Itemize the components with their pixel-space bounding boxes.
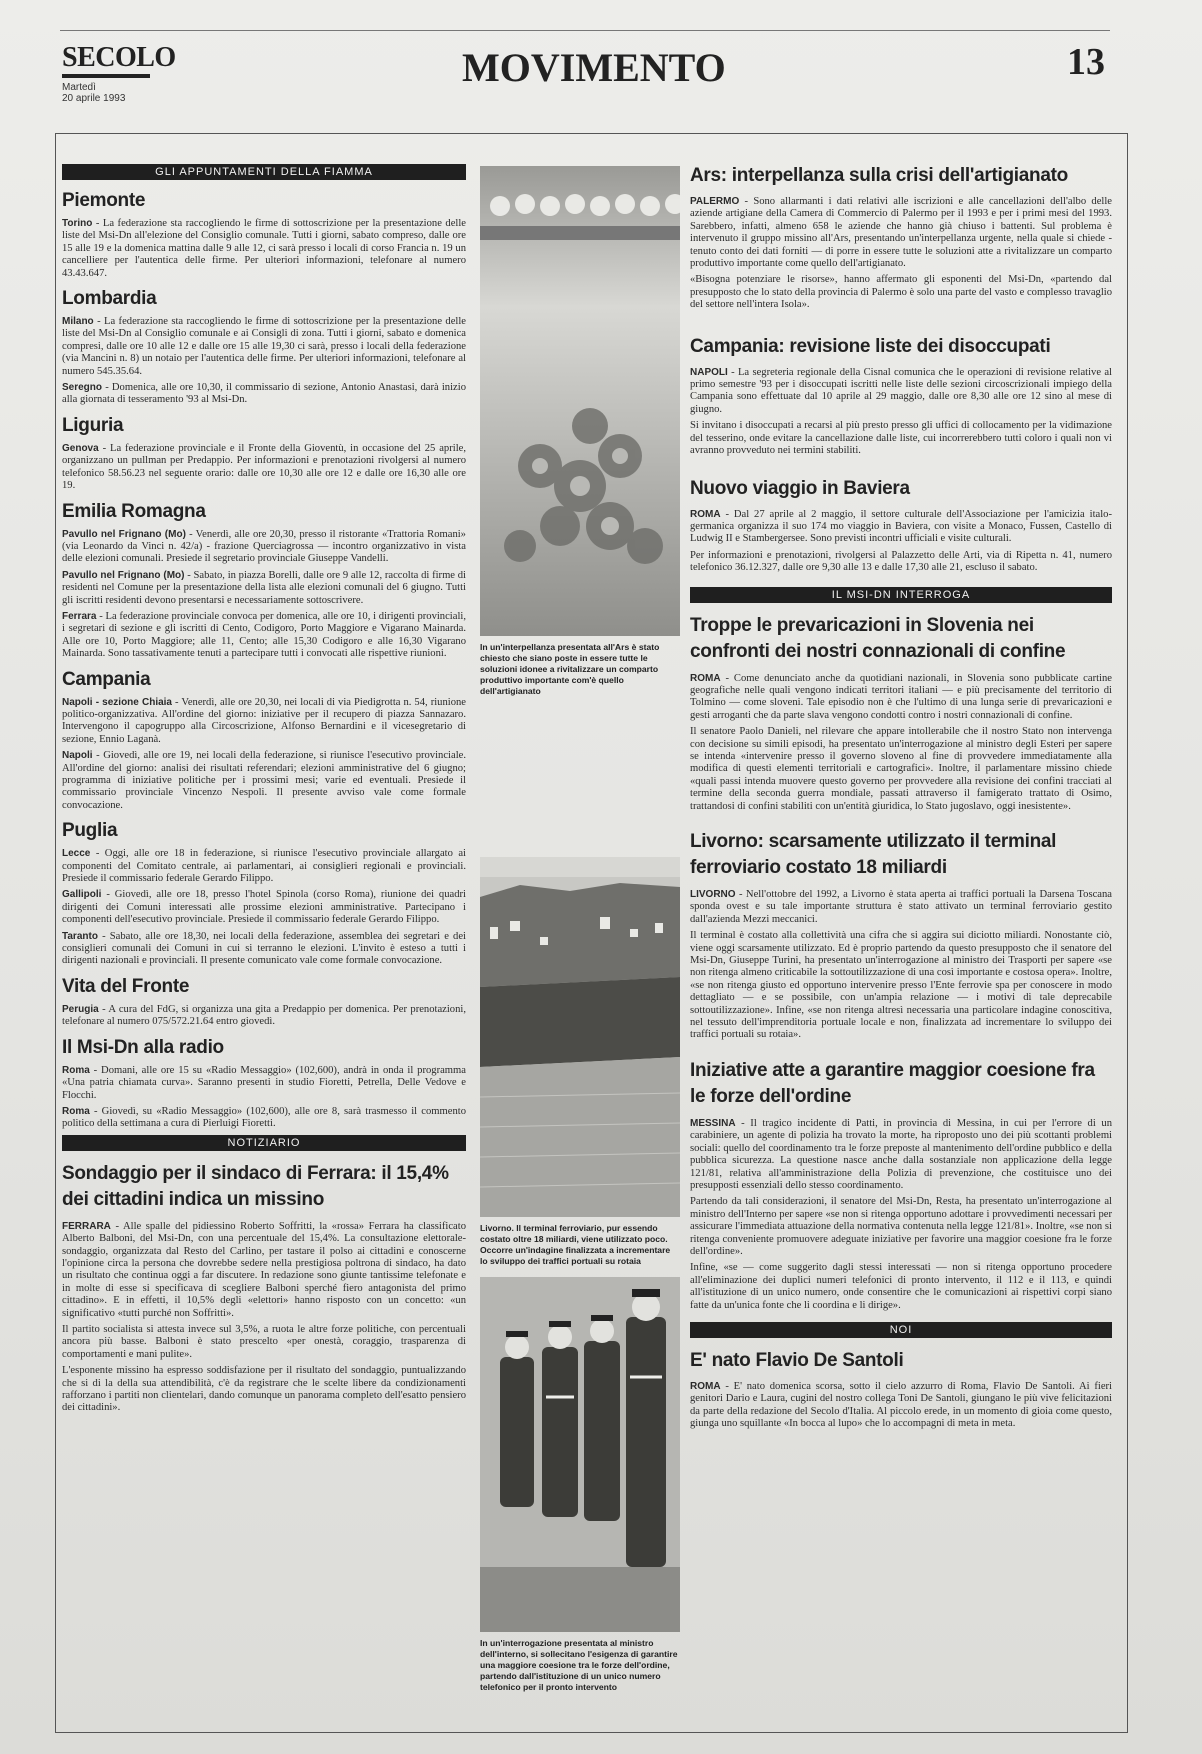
puglia-text-2 xyxy=(62,889,466,926)
piemonte-lead: Torino xyxy=(62,218,93,229)
ordine-body-1: - Il tragico incidente di Patti, in provincia di Messina, in cui per l'errore di un carabiniere, un agente di polizia ha trovato la morte, ha riproposto uno dei più scottanti problemi sociali: quello del coordinamento tra le forze preposte al mantenimento dell'ordine pubblico e della pubblica sicurezza. La questione nasce anche dalla sostanziale non applicazione della legge 121/81, relativa all'amministrazione della Polizia di prevenzione, che costituisce uno dei presupposti essenziali dello stesso coordinamento. xyxy=(690,1117,1112,1191)
ceramic-photo-icon xyxy=(480,166,680,636)
emilia-body-2: - Sabato, in piazza Borelli, dalle ore 9 alle 12, raccolta di firme di residenti nel Comune per la presentazione della lista alle elezioni comunali del 6 giugno. Tutti gli iscritti residenti devono presentarsi e necessariamente sottoscrivere. xyxy=(62,569,466,606)
paper-name: SECOLO xyxy=(62,42,176,73)
police-photo-icon xyxy=(480,1277,680,1632)
livorno-text-2: Il terminal è costato alla collettività una cifra che si aggira sui diciotto miliardi. Nonostante ciò, viene oggi scarsamente utilizzato. Ed è proprio partendo da questo presupposto che il senatore del Msi-Dn, Giuseppe Turini, ha presentato un'interrogazione al ministro dei Trasporti per sapere «se non ritenga almeno criticabile la sottoutilizzazione di una così importante e costosa opera». Inoltre, «se non ritenga giusto ed opportuno intervenire presso l'Ente ferrovie spa per conoscere in modo dettagliato — e se possibile, con un'ampia relazione — i motivi di tale deprecabile sottoutilizzazione». Infine, «se non ritenga altresì necessaria una particolare indagine conoscitiva, nel tessuto dell'imprenditoria portuale locale e non, finalizzata ad incrementare lo sviluppo dei traffici portuali su rotaia». xyxy=(690,930,1112,1041)
nascita-body-1: - E' nato domenica scorsa, sotto il cielo azzurro di Roma, Flavio De Santoli. Ai fieri genitori Dario e Laura, cugini del nostro collega Toni De Santoli, giungano le più vive felicitazioni da parte della redazione del Secolo d'Italia. Al piccolo erede, in un momento di gioia come questo, giunga uno squillante «In bocca al lupo» che lo accompagni di meta in meta. xyxy=(690,1380,1112,1430)
ordine-text-1 xyxy=(690,1118,1112,1192)
campania-disoccupati-headline: Campania: revisione liste dei disoccupati xyxy=(690,335,1051,357)
top-rule xyxy=(60,30,1110,31)
region-emilia-title: Emilia Romagna xyxy=(62,500,206,522)
campania-body-2: - Giovedì, alle ore 19, nei locali della federazione, si riunisce l'esecutivo provinciale. All'ordine del giorno: analisi dei risultati referendari; elezioni amministrative del 6 giugno; programma di iniziative politiche per i prossimi mesi; varie ed eventuali. Presiede il commissario provinciale Vincenzo Nespoli. Il presente avviso vale come formale convocazione. xyxy=(62,750,466,811)
issue-day: Martedì xyxy=(62,82,96,93)
harbor-photo-icon xyxy=(480,857,680,1217)
nascita-text-1 xyxy=(690,1381,1112,1431)
fronte-text xyxy=(62,1004,466,1029)
puglia-lead-2: Gallipoli xyxy=(62,889,102,901)
radio-text-2 xyxy=(62,1106,466,1131)
ordine-lead: MESSINA xyxy=(690,1117,736,1129)
emilia-lead-3: Ferrara xyxy=(62,610,97,622)
notiziario-banner: NOTIZIARIO xyxy=(62,1135,466,1151)
region-lombardia-title: Lombardia xyxy=(62,288,157,310)
liguria-text xyxy=(62,443,466,493)
campania-text-2 xyxy=(62,750,466,812)
puglia-lead-3: Taranto xyxy=(62,930,98,942)
ordine-text-3: Infine, «se — come suggerito dagli stessi interessati — non si ritenga opportuno procedere all'eliminazione dei duplici numeri telefonici di pronto intervento, il 112 e il 113, e quindi all'istituzione di un unico numero, onde consentire che le comunicazioni ai rispettivi corpi siano fatte da un'unica fonte che li coordina e li dirige». xyxy=(690,1262,1112,1311)
ferrara-headline: Sondaggio per il sindaco di Ferrara: il 15,4% dei cittadini indica un missino xyxy=(62,1162,449,1210)
piemonte-body: - La federazione sta raccogliendo le firme di sottoscrizione per la presentazione delle liste del Msi-Dn all'elezione del Consiglio comunale. Tutti i giorni, sabato compreso, dalle ore 15 alle 19 e la domenica mattina dalle 9 alle 12, ci sarà presso i locali di corso Francia n. 19 un cancelliere per l'autentica delle firme. Per ulteriori informazioni, telefonare al numero 43.43.647. xyxy=(62,218,466,279)
liguria-body: - La federazione provinciale e il Fronte della Gioventù, in occasione del 25 aprile, organizzano un pullman per Predappio. Per informazioni e prenotazioni rivolgersi al numero telefonico 58.56.23 nel seguente orario: dalle ore 10,30 alle ore 12 e dalle ore 16,30 alle ore 19. xyxy=(62,442,466,492)
paper-name-underline xyxy=(62,74,150,78)
emilia-body-3: - La federazione provinciale convoca per domenica, alle ore 10, i dirigenti provinciali, i segretari di sezione e gli iscritti di Cento, Codigoro, Porto Maggiore e Vigarano Mainarda. Alle ore 10, Porto Maggiore; alle 11, Cento; alle 15,30 Codigoro e alle 16,30 Vigarano Mainarda. Sono tassativamente tenuti a partecipare tutti i convocati alle rispettive riunioni. xyxy=(62,610,466,660)
campania-text-1 xyxy=(62,697,466,747)
nascita-lead: ROMA xyxy=(690,1380,721,1392)
campania-lead-1: Napoli - sezione Chiaia xyxy=(62,696,172,708)
region-liguria-title: Liguria xyxy=(62,414,124,436)
noi-banner: NOI xyxy=(690,1322,1112,1338)
baviera-lead: ROMA xyxy=(690,508,721,520)
livorno-body-1: - Nell'ottobre del 1992, a Livorno è stata aperta ai traffici portuali la Darsena Toscana sponda ovest e su tale importante struttura è stato attivato un terminal ferroviario gestito dall'azienda Mezzi meccanici. xyxy=(690,889,1112,925)
livorno-text-1 xyxy=(690,889,1112,926)
ordine-text-2: Partendo da tali considerazioni, il senatore del Msi-Dn, Resta, ha presentato un'interrogazione al ministro dell'Interno per sapere «se non si ritenga opportuno adottare i provvedimenti necessari per assicurare l'immediata attuazione della normativa contenuta nella legge 121/81». Inoltre, «se non si ritenga conveniente promuovere adeguate iniziative per favorire una maggior coesione fra le forze dell'ordine». xyxy=(690,1196,1112,1257)
slovenia-lead: ROMA xyxy=(690,672,721,684)
caption-livorno: Livorno. Il terminal ferroviario, pur essendo costato oltre 18 miliardi, viene utilizzato poco. Occorre un'indagine finalizzata a incrementare lo sviluppo dei traffici portuali su rotaia xyxy=(480,1223,671,1266)
emilia-lead-1: Pavullo nel Frignano (Mo) xyxy=(62,528,186,540)
lombardia-text-1 xyxy=(62,316,466,378)
left-column xyxy=(62,160,466,1419)
middle-column xyxy=(480,166,680,1693)
baviera-text-2: Per informazioni e prenotazioni, rivolgersi al Palazzetto delle Arti, via di Ripetta n. 41, numero telefonico 36.12.327, dalle ore 9,30 alle 13 e dalle 17,30 alle 21, escluso il sabato. xyxy=(690,549,1112,574)
region-piemonte-title: Piemonte xyxy=(62,190,146,211)
photo-artigianato xyxy=(480,166,680,636)
puglia-text-1 xyxy=(62,848,466,885)
livorno-lead: LIVORNO xyxy=(690,889,736,900)
emilia-text-3 xyxy=(62,611,466,661)
lombardia-text-2 xyxy=(62,382,466,407)
issue-date xyxy=(62,82,125,104)
ferrara-body-1: - Alle spalle del pidiessino Roberto Soffritti, la «rossa» Ferrara ha classificato Alberto Balboni, del Msi-Dn, con una percentuale del 15,4%. La consultazione elettorale-sondaggio, organizzata dal Resto del Carlino, per tastare il polso ai cittadini e conoscerne l'opinione circa la persona che dovrebbe sedere nella prestigiosa poltrona di sindaco, ha dato un risultato che continua oggi a far discutere. In redazione sono giunte tantissime telefonate e in molte di esse si specificava di scegliere Balboni sperché fiero antagonista del primo cittadino». E in effetti, il 10,5% degli «elettori» hanno risposto con un concetto: «un significativo «tutti purché non Soffritti». xyxy=(62,1220,466,1319)
puglia-lead-1: Lecce xyxy=(62,848,91,860)
ars-text-2: «Bisogna potenziare le risorse», hanno affermato gli esponenti del Msi-Dn, «partendo dal presupposto che lo stato della provincia di Palermo è solo una parte del vasto e complesso travaglio del settore nell'intera Isola». xyxy=(690,274,1112,311)
campania-body-1: - Venerdì, alle ore 20,30, nei locali di via Piedigrotta n. 54, riunione politico-organizzativa. All'ordine del giorno: iniziative per il recupero di piazza Sannazaro. Intervengono il capogruppo alla Circoscrizione, Alfonso Bernardini e il vicesegretario di sezione, Ennio Laganà. xyxy=(62,696,466,745)
fronte-title: Vita del Fronte xyxy=(62,975,190,997)
lombardia-lead-1: Milano xyxy=(62,316,94,328)
puglia-body-3: - Sabato, alle ore 18,30, nei locali della federazione, assemblea dei segretari e dei consiglieri comunali dei Comuni in cui si terranno le elezioni. L'invito è esteso a tutti i dirigenti nazionali e provinciali. Il presente comunicato vale come formale convocazione. xyxy=(62,930,466,967)
ars-lead: PALERMO xyxy=(690,196,740,207)
photo-forze-ordine xyxy=(480,1277,680,1632)
ars-text-1 xyxy=(690,196,1112,270)
baviera-headline: Nuovo viaggio in Baviera xyxy=(690,477,910,499)
radio-lead-2: Roma xyxy=(62,1105,90,1117)
right-column xyxy=(690,163,1112,1435)
puglia-body-1: - Oggi, alle ore 18 in federazione, si riunisce l'esecutivo provinciale allargato ai componenti del Comitato centrale, ai parlamentari, ai consiglieri regionali e provinciali. Presiede il commissario federale Gerardo Filippo. xyxy=(62,848,466,885)
issue-full-date: 20 aprile 1993 xyxy=(62,93,126,104)
liguria-lead: Genova xyxy=(62,442,99,454)
radio-title: Il Msi-Dn alla radio xyxy=(62,1036,224,1058)
ars-body-1: - Sono allarmanti i dati relativi alle iscrizioni e alle cancellazioni dell'albo delle aziende artigiane della Camera di Commercio di Palermo per il 1993 e per i primi mesi del 1993. Sarebbero, infatti, almeno 658 le aziende che hanno già chiuso i battenti. Sul problema è intervenuto il gruppo missino all'Ars, presentando un'interpellanza urgente, nella quale si chiede - tenuto conto dei dati forniti — di porre in essere tutte le soluzioni atte a rivitalizzare un comparto produttivo importante come quello dell'artigianato. xyxy=(690,196,1112,270)
baviera-text-1 xyxy=(690,509,1112,546)
slovenia-body-1: - Come denunciato anche da quotidiani nazionali, in Slovenia sono pubblicate cartine geografiche nelle quali vengono indicati territori italiani — e più precisamente del territorio di Tolmino — come sloveni. Tale episodio non è che l'ultimo di una lunga serie di prevaricazioni e gesti arroganti che da parte slava vengono condotti contro i nostri connazionali di confine. xyxy=(690,672,1112,721)
photo-livorno xyxy=(480,857,680,1217)
ferrara-text-1 xyxy=(62,1221,466,1320)
region-campania-title: Campania xyxy=(62,668,151,690)
campania-disoccupati-body-1: - La segreteria regionale della Cisnal comunica che le operazioni di revisione relative al primo semestre '93 per i disoccupati iscritti nelle liste delle sezioni circoscrizionali impiego della Campania sono effettuate dal 10 aprile al 29 maggio, dalle ore 8,30 alle ore 12 sino al mese di giugno. xyxy=(690,366,1112,415)
emilia-lead-2: Pavullo nel Frignano (Mo) xyxy=(62,569,185,581)
radio-body-1: - Domani, alle ore 15 su «Radio Messaggio» (102,600), andrà in onda il programma «Una patria chiamata curva». Saranno presenti in studio Fioretti, Petrella, Delle Vedove e Flocchi. xyxy=(62,1064,466,1101)
masthead xyxy=(62,40,1112,110)
caption-forze-ordine: In un'interrogazione presentata al ministro dell'interno, si sollecitano l'esigenza di garantire una maggiore coesione tra le forze dell'ordine, partendo dall'istituzione di un unico numero telefonico per il pronto intervento xyxy=(480,1638,678,1692)
radio-text-1 xyxy=(62,1065,466,1102)
ferrara-text-3: L'esponente missino ha espresso soddisfazione per il risultato del sondaggio, puntualizzando che si di la della sua attendibilità, c'è da registrare che le scelte libere da condizionamenti rafforzano i partiti non clientelari, dando comunque un panorama completo dell'esatto pensiero dei cittadini». xyxy=(62,1365,466,1414)
caption-artigianato: In un'interpellanza presentata all'Ars è stato chiesto che siano poste in essere tutte le soluzioni idonee a rivitalizzare un comparto produttivo importante com'è quello dell'artigianato xyxy=(480,642,660,696)
puglia-text-3 xyxy=(62,931,466,968)
campania-disoccupati-lead: NAPOLI xyxy=(690,366,728,378)
ferrara-lead: FERRARA xyxy=(62,1220,111,1232)
ferrara-text-2: Il partito socialista si attesta invece sul 3,5%, a ruota le altre forze politiche, con percentuali ancora più basse. Balboni è stato prescelto «per onestà, coraggio, trasparenza di comportamenti e mani pulite». xyxy=(62,1323,466,1360)
lombardia-body-2: - Domenica, alle ore 10,30, il commissario di sezione, Antonio Anastasi, darà inizio alla giornata di tesseramento '93 al Msi-Dn. xyxy=(62,382,466,406)
ordine-headline: Iniziative atte a garantire maggior coesione fra le forze dell'ordine xyxy=(690,1059,1095,1107)
page-number: 13 xyxy=(1067,41,1105,83)
lombardia-body-1: - La federazione sta raccogliendo le firme di sottoscrizione per la presentazione delle liste del Msi-Dn al Consiglio comunale e ai Consigli di zona. Tutti i giorni, sabato e domenica compresi, dalle ore 10 alle 12 e dalle ore 15 alle 19,30 ci sarà, presso i locali della federazione (via Mancini n. 8) un notaio per l'autentica delle firme. Per ulteriori informazioni, telefonare al numero 545.35.64. xyxy=(62,316,466,377)
lombardia-lead-2: Seregno xyxy=(62,382,103,394)
campania-disoccupati-text-2: Si invitano i disoccupati a recarsi al più presto presso gli uffici di collocamento per la vidimazione del tesserino, onde evitare la cancellazione dalle liste, cui incorrerebbero tutti coloro i quali non vi avranno provveduto nei termini stabiliti. xyxy=(690,420,1112,457)
radio-lead-1: Roma xyxy=(62,1064,90,1076)
livorno-headline: Livorno: scarsamente utilizzato il terminal ferroviario costato 18 miliardi xyxy=(690,831,1057,878)
interroga-banner: IL MSI-DN INTERROGA xyxy=(690,587,1112,603)
campania-disoccupati-text-1 xyxy=(690,367,1112,417)
region-puglia-title: Puglia xyxy=(62,820,118,842)
appuntamenti-banner: GLI APPUNTAMENTI DELLA FIAMMA xyxy=(62,164,466,180)
radio-body-2: - Giovedì, su «Radio Messaggio» (102,600), alle ore 8, sarà trasmesso il commento politico della settimana a cura di Pierluigi Fioretti. xyxy=(62,1105,466,1130)
slovenia-text-1 xyxy=(690,673,1112,723)
emilia-text-2 xyxy=(62,570,466,607)
puglia-body-2: - Giovedì, alle ore 18, presso l'hotel Spinola (corso Roma), riunione dei quadri dirigenti dei Comuni interessati alle prossime elezioni amministrative. Partecipano i componenti dell'esecutivo provinciale. Presiede il commissario federale Gerardo Filippo. xyxy=(62,889,466,926)
ars-headline: Ars: interpellanza sulla crisi dell'artigianato xyxy=(690,165,1068,186)
fronte-body: - A cura del FdG, si organizza una gita a Predappio per domenica. Per prenotazioni, telefonare al numero 075/572.21.64 entro giovedì. xyxy=(62,1003,466,1028)
emilia-text-1 xyxy=(62,529,466,566)
campania-lead-2: Napoli xyxy=(62,750,93,762)
baviera-body-1: - Dal 27 aprile al 2 maggio, il settore culturale dell'Associazione per l'amicizia italo-germanica organizza il suo 174 mo viaggio in Baviera, con visite a Monaco, Fussen, Castello di Ludwig II e Stambergersee. Sono previsti incontri ufficiali e visite culturali. xyxy=(690,508,1112,545)
nascita-headline: E' nato Flavio De Santoli xyxy=(690,1349,904,1371)
slovenia-headline: Troppe le prevaricazioni in Slovenia nei confronti dei nostri connazionali di confine xyxy=(690,614,1066,662)
emilia-body-1: - Venerdì, alle ore 20,30, presso il ristorante «Trattoria Romani» (via Leonardo da Vinci n. 42/a) - frazione Querciagrossa — incontro organizzativo in vista delle elezioni comunali. Presiede il segretario provinciale Giuseppe Vandelli. xyxy=(62,528,466,565)
section-title: MOVIMENTO xyxy=(462,45,726,90)
slovenia-text-2: Il senatore Paolo Danieli, nel rilevare che appare intollerabile che il nostro Stato non intervenga con decisione su simili episodi, ha presentato un'interrogazione al ministro degli Esteri per sapere se intenda «intervenire presso il governo sloveno al fine di provvedere immediatamente alla modifica di questi elementi territoriali e cartografici». Inoltre, il parlamentare missino chiede «quali passi intenda muovere questo governo per provvedere alla revisione dei confini tracciati al termine della seconda guerra mondiale, passati attraverso il famigerato trattato di Osimo, trattandosi di confini stabiliti con un'entità giuridica, lo Stato jugoslavo, oggi inesistente». xyxy=(690,726,1112,812)
fronte-lead: Perugia xyxy=(62,1003,99,1015)
piemonte-text xyxy=(62,218,466,280)
